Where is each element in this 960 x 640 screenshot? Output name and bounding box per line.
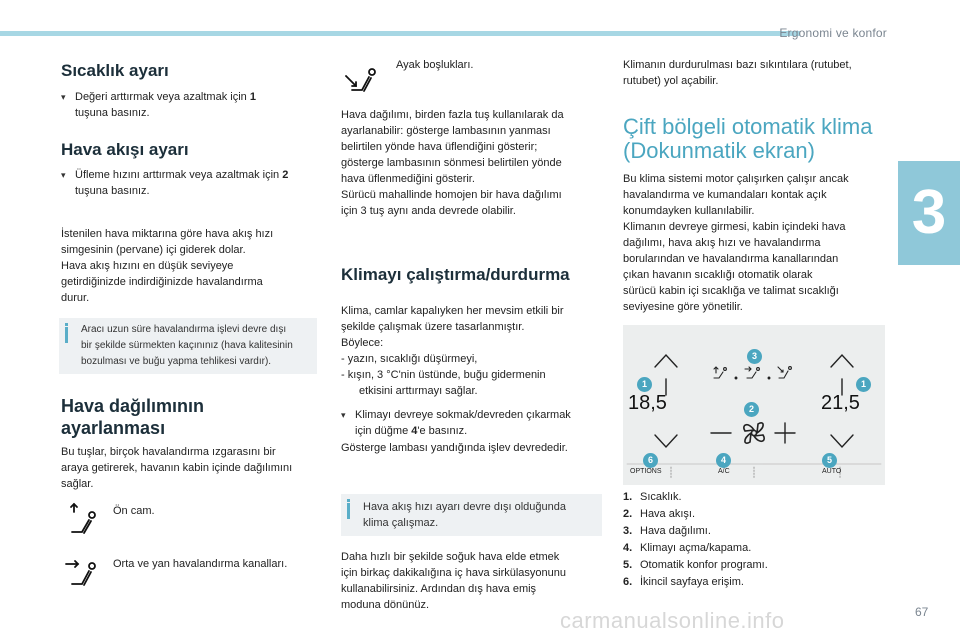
- page-number: 67: [915, 605, 929, 619]
- header-bar: [0, 31, 800, 36]
- info-box-ac: Hava akış hızı ayarı devre dışı olduğunda klima çalışmaz.: [341, 494, 602, 536]
- airflow-title: Hava akışı ayarı: [61, 140, 189, 159]
- badge-2: 2: [744, 402, 759, 417]
- legend-item: 2. Hava akışı.: [623, 508, 696, 520]
- ac-indicator-text: Gösterge lambası yandığında işlev devrededir.: [341, 442, 568, 454]
- pin-bullet-icon: ▾: [341, 410, 346, 420]
- temperature-title: Sıcaklık ayarı: [61, 61, 169, 80]
- dual-zone-title: Çift bölgeli otomatik klima (Dokunmatik ekran): [623, 114, 873, 163]
- right-temp-down-icon: [831, 435, 853, 447]
- stop-body: Klimanın durdurulması bazı sıkıntılara (rutubet, rutubet) yol açabilir.: [623, 59, 852, 87]
- feet-air-icon: [342, 62, 382, 98]
- pin-bullet-icon: ▾: [61, 92, 66, 102]
- climate-touchscreen-panel: [623, 325, 885, 485]
- face-vent-label: Orta ve yan havalandırma kanalları.: [113, 558, 288, 570]
- dual-zone-body: Bu klima sistemi motor çalışırken çalışır ancak havalandırma ve kumandaları kontak açık konumdayken kullanılabilir. Klimanın devreye girmesi, kabin içindeki hava dağılımı, hava akış hızı ve havalandırma borularından ve havalandırma kanallarından çıkan havanın sıcaklığı otomatik olarak sürücü kabin içi sıcaklığa ve talimat sıcaklığı seviyesine göre yönetilir.: [623, 173, 849, 313]
- options-label: OPTIONS: [630, 468, 662, 475]
- feet-label: Ayak boşlukları.: [396, 59, 474, 71]
- auto-label: AUTO: [822, 468, 842, 475]
- legend-item: 5. Otomatik konfor programı.: [623, 559, 768, 571]
- distribution-title: Hava dağılımının ayarlanması: [61, 396, 205, 438]
- windshield-air-icon: [62, 500, 102, 536]
- panel-legend: [623, 489, 893, 591]
- info-box-ventilation: Aracı uzun süre havalandırma işlevi devre dışı bir şekilde sürmekten kaçınınız (hava kalitesinin bozulması ve buğu yapma tehlikesi vardır).: [59, 318, 317, 374]
- windshield-label: Ön cam.: [113, 505, 155, 517]
- airflow-body: İstenilen hava miktarına göre hava akış hızı simgesinin (pervane) içi giderek dolar. Hava akış hızını en düşük seviyeye getirdiğinizde indirdiğinizde havalandırma durur.: [61, 228, 274, 304]
- badge-1-right: 1: [856, 377, 871, 392]
- ac-title: Klimayı çalıştırma/durdurma: [341, 265, 570, 284]
- badge-4: 4: [716, 453, 731, 468]
- ac-label: A/C: [718, 468, 730, 475]
- pin-bullet-icon: ▾: [61, 170, 66, 180]
- legend-item: 1. Sıcaklık.: [623, 491, 682, 503]
- left-temperature: 18,5: [628, 392, 667, 414]
- watermark: carmanualsonline.info: [560, 608, 785, 633]
- badge-3: 3: [747, 349, 762, 364]
- airflow-bullet: ▾ Üfleme hızını arttırmak veya azaltmak için 2 tuşuna basınız.: [61, 169, 289, 197]
- badge-5: 5: [822, 453, 837, 468]
- legend-item: 3. Hava dağılımı.: [623, 525, 711, 537]
- info-icon: [347, 499, 350, 502]
- distribution-body-2: Hava dağılımı, birden fazla tuş kullanılarak da ayarlanabilir: gösterge lambasının yanması belirtilen yönde hava üflendiğini gösterir; gösterge lambasının sönmesi belirtilen yönde hava üflenmediğini gösterir. Sürücü mahallinde homojen bir hava dağılımı için 3 tuş aynı anda devrede olabilir.: [341, 109, 564, 217]
- info-icon: [65, 323, 68, 326]
- chapter-tab: [898, 161, 960, 265]
- right-temperature: 21,5: [821, 392, 860, 414]
- fan-plus-icon: [775, 423, 795, 443]
- face-vent-air-icon: [62, 554, 102, 590]
- fan-icon: [744, 423, 764, 443]
- distribution-icons: [714, 367, 791, 379]
- badge-6: 6: [643, 453, 658, 468]
- left-temp-up-icon: [655, 355, 677, 367]
- legend-item: 4. Klimayı açma/kapama.: [623, 542, 752, 554]
- left-temp-down-icon: [655, 435, 677, 447]
- recirculation-body: Daha hızlı bir şekilde soğuk hava elde etmek için birkaç dakikalığına iç hava sirkülasyonunu kullanabilirsiniz. Ardından dış hava emiş moduna dönünüz.: [341, 551, 567, 611]
- distribution-body: Bu tuşlar, birçok havalandırma ızgarasını bir araya getirerek, havanın kabin içinde dağılımını sağlar.: [61, 446, 293, 490]
- right-temp-up-icon: [831, 355, 853, 367]
- temperature-bullet: ▾ Değeri arttırmak veya azaltmak için 1 tuşuna basınız.: [61, 91, 256, 119]
- chapter-header-title: Ergonomi ve konfor: [779, 26, 887, 40]
- chapter-number: 3: [911, 178, 947, 247]
- legend-item: 6. İkincil sayfaya erişim.: [623, 576, 744, 588]
- ac-body: Klima, camlar kapalıyken her mevsim etkili bir şekilde çalışmak üzere tasarlanmıştır. Böylece: - yazın, sıcaklığı düşürmeyi, - kışın, 3 °C'nin üstünde, buğu gidermenin etkisini arttırmayı sağlar.: [341, 305, 564, 397]
- ac-bullet: ▾ Klimayı devreye sokmak/devreden çıkarmak için düğme 4'e basınız.: [341, 409, 571, 437]
- badge-1-left: 1: [637, 377, 652, 392]
